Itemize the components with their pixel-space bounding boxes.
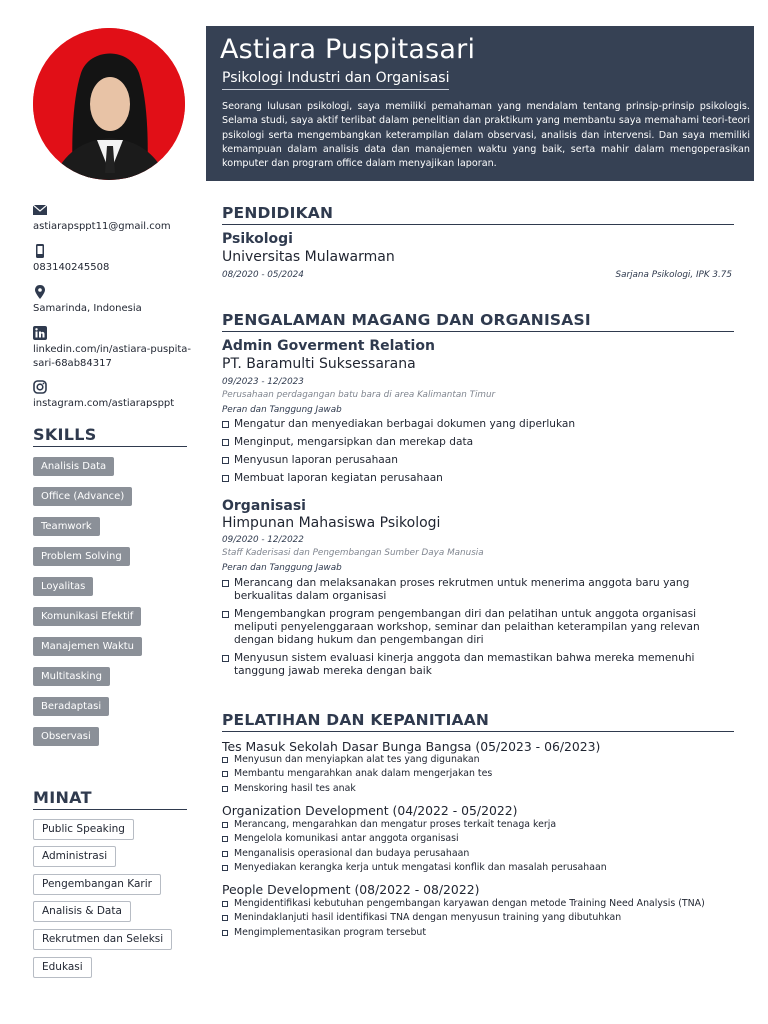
training-bullet: Menskoring hasil tes anak (222, 782, 734, 796)
training-bullet: Membantu mengarahkan anak dalam mengerjakan tes (222, 767, 734, 781)
job-bullet: Menyusun sistem evaluasi kinerja anggota dan memastikan bahwa mereka memenuhi tanggung jawab mereka dengan baik (222, 652, 734, 678)
training-bullet: Mengelola komunikasi antar anggota organisasi (222, 832, 734, 846)
instagram-text: instagram.com/astiarapsppt (33, 398, 175, 409)
job-bullet: Menyusun laporan perusahaan (222, 454, 734, 467)
training-bullet: Menganalisis operasional dan budaya perusahaan (222, 847, 734, 861)
contact-location (33, 285, 193, 316)
training-bullet: Mengimplementasikan program tersebut (222, 926, 734, 940)
instagram-icon (33, 380, 47, 394)
training-bullets (222, 897, 734, 940)
training-bullet: Menindaklanjuti hasil identifikasi TNA dengan menyusun training yang dibutuhkan (222, 911, 734, 925)
education-degree: Sarjana Psikologi, IPK 3.75 (615, 270, 732, 280)
job-period: 09/2023 - 12/2023 (222, 377, 304, 387)
job-bullets (222, 418, 734, 490)
education-heading: PENDIDIKAN (222, 204, 734, 225)
profile-summary: Seorang lulusan psikologi, saya memiliki pemahaman yang mendalam tentang prinsip-prinsip psikologis. Selama studi, saya aktif terlibat dalam penelitian dan praktikum yang membantu saya memahami teori-teori psikologi serta mengembangkan keterampilan dalam observasi, analisis dan intervensi. Dan saya memiliki kemampuan dalam analisis data dan manajemen waktu yang baik, serta mahir dalam mengoperasikan komputer dan program office dalam menyajikan laporan. (222, 101, 750, 170)
contact-email[interactable] (33, 203, 193, 234)
training-title: People Development (08/2022 - 08/2022) (222, 882, 480, 897)
mail-icon (33, 203, 47, 217)
linkedin-text: linkedin.com/in/astiara-puspita-sari-68ab84317 (33, 344, 192, 369)
skill-chip: Teamwork (33, 517, 100, 536)
education-school: Universitas Mulawarman (222, 249, 395, 265)
contact-phone[interactable] (33, 244, 193, 275)
skill-chip: Analisis Data (33, 457, 114, 476)
profile-photo (33, 28, 185, 180)
skill-chip: Observasi (33, 727, 99, 746)
job-desc: Perusahaan perdagangan batu bara di area Kalimantan Timur (222, 390, 496, 400)
skill-chip: Beradaptasi (33, 697, 109, 716)
job-resp-label: Peran dan Tanggung Jawab (222, 405, 342, 415)
training-bullets (222, 753, 734, 796)
candidate-title: Psikologi Industri dan Organisasi (222, 70, 449, 90)
interest-chip: Administrasi (33, 846, 116, 867)
candidate-name: Astiara Puspitasari (220, 34, 476, 65)
skill-chip: Problem Solving (33, 547, 130, 566)
skill-chip: Office (Advance) (33, 487, 132, 506)
job-role: Organisasi (222, 498, 306, 514)
experience-heading: PENGALAMAN MAGANG DAN ORGANISASI (222, 311, 734, 332)
location-text: Samarinda, Indonesia (33, 303, 142, 314)
interest-chip: Rekrutmen dan Seleksi (33, 929, 172, 950)
job-bullets (222, 577, 734, 683)
contact-linkedin[interactable] (33, 326, 193, 371)
interest-chip: Analisis & Data (33, 901, 131, 922)
linkedin-icon (33, 326, 47, 340)
training-heading: PELATIHAN DAN KEPANITIAAN (222, 711, 734, 732)
interest-chip: Pengembangan Karir (33, 874, 161, 895)
training-title: Organization Development (04/2022 - 05/2022) (222, 803, 518, 818)
training-bullet: Merancang, mengarahkan dan mengatur proses terkait tenaga kerja (222, 818, 734, 832)
job-resp-label: Peran dan Tanggung Jawab (222, 563, 342, 573)
job-bullet: Mengembangkan program pengembangan diri dan pelatihan untuk anggota organisasi meliputi penyelenggaraan workshop, seminar dan pelaithan keterampilan yang relevan dengan bidang hukum dan pengembangan diri (222, 608, 734, 647)
location-pin-icon (33, 285, 47, 299)
job-period: 09/2020 - 12/2022 (222, 535, 304, 545)
interests-heading: MINAT (33, 788, 187, 810)
job-org: PT. Baramulti Suksessarana (222, 356, 416, 372)
training-bullet: Mengidentifikasi kebutuhan pengembangan karyawan dengan metode Training Need Analysis (TNA) (222, 897, 734, 911)
phone-icon (33, 244, 47, 258)
interest-chip: Edukasi (33, 957, 92, 978)
job-role: Admin Goverment Relation (222, 338, 435, 354)
skill-chip: Loyalitas (33, 577, 93, 596)
training-bullet: Menyusun dan menyiapkan alat tes yang digunakan (222, 753, 734, 767)
contact-instagram[interactable] (33, 380, 193, 411)
skill-chip: Multitasking (33, 667, 110, 686)
interest-chip: Public Speaking (33, 819, 134, 840)
education-major: Psikologi (222, 231, 293, 247)
education-period: 08/2020 - 05/2024 (222, 270, 304, 280)
skill-chip: Komunikasi Efektif (33, 607, 141, 626)
job-bullet: Merancang dan melaksanakan proses rekrutmen untuk menerima anggota baru yang berkualitas dalam organisasi (222, 577, 734, 603)
job-bullet: Membuat laporan kegiatan perusahaan (222, 472, 734, 485)
skill-chip: Manajemen Waktu (33, 637, 142, 656)
job-bullet: Menginput, mengarsipkan dan merekap data (222, 436, 734, 449)
email-text: astiarapsppt11@gmail.com (33, 221, 171, 232)
job-bullet: Mengatur dan menyediakan berbagai dokumen yang diperlukan (222, 418, 734, 431)
training-title: Tes Masuk Sekolah Dasar Bunga Bangsa (05/2023 - 06/2023) (222, 739, 601, 754)
training-bullet: Menyediakan kerangka kerja untuk mengatasi konflik dan masalah perusahaan (222, 861, 734, 875)
job-desc: Staff Kaderisasi dan Pengembangan Sumber Daya Manusia (222, 548, 484, 558)
job-org: Himpunan Mahasiswa Psikologi (222, 515, 441, 531)
training-bullets (222, 818, 734, 876)
phone-text: 083140245508 (33, 262, 110, 273)
skills-heading: SKILLS (33, 425, 187, 447)
header-banner (206, 26, 754, 181)
